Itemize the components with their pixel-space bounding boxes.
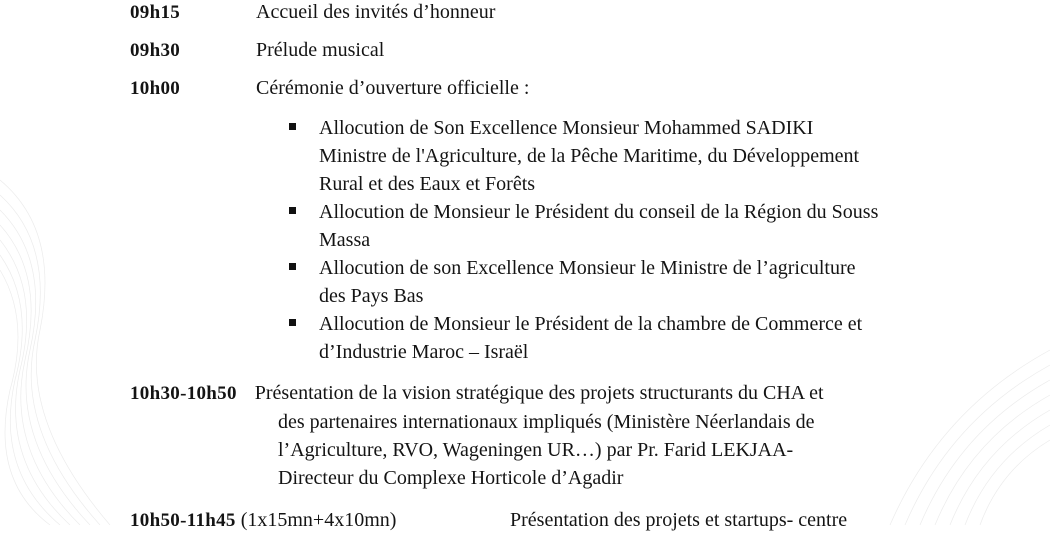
list-item bbox=[286, 310, 878, 366]
item-text-0915: Accueil des invités d’honneur bbox=[256, 1, 496, 23]
list-item bbox=[286, 114, 878, 198]
bullet-line: Ministre de l'Agriculture, de la Pêche Maritime, du Développement bbox=[319, 145, 860, 167]
item-text-1000: Cérémonie d’ouverture officielle : bbox=[256, 77, 530, 99]
last-item-row bbox=[130, 506, 396, 535]
bullet-line: Allocution de Monsieur le Président du conseil de la Région du Souss bbox=[319, 201, 879, 223]
duration-note: (1x15mn+4x10mn) bbox=[240, 509, 397, 531]
presentation-block bbox=[130, 379, 824, 492]
presentation-line: des partenaires internationaux impliqués (Ministère Néerlandais de bbox=[278, 411, 815, 433]
bullet-line: Allocution de son Excellence Monsieur le Ministre de l’agriculture bbox=[319, 257, 856, 279]
list-item bbox=[286, 198, 878, 254]
bullet-line: Rural et des Eaux et Forêts bbox=[319, 173, 536, 195]
item-text-0930: Prélude musical bbox=[256, 39, 385, 61]
list-item bbox=[286, 254, 878, 310]
presentation-line: l’Agriculture, RVO, Wageningen UR…) par Pr. Farid LEKJAA- bbox=[278, 439, 794, 461]
time-1000: 10h00 bbox=[130, 78, 181, 99]
square-bullet-icon bbox=[289, 207, 296, 214]
time-0915: 09h15 bbox=[130, 2, 181, 23]
speech-list bbox=[286, 114, 878, 366]
bullet-line: des Pays Bas bbox=[319, 285, 424, 307]
bullet-line: Allocution de Monsieur le Président de la chambre de Commerce et bbox=[319, 313, 863, 335]
bullet-line: Massa bbox=[319, 229, 371, 251]
presentation-line: Directeur du Complexe Horticole d’Agadir bbox=[278, 467, 624, 489]
presentation-first-line bbox=[130, 379, 824, 408]
square-bullet-icon bbox=[289, 263, 296, 270]
last-item-text: Présentation des projets et startups- centre bbox=[510, 509, 848, 531]
time-1050-1145: 10h50-11h45 bbox=[130, 510, 236, 531]
square-bullet-icon bbox=[289, 123, 296, 130]
time-0930: 09h30 bbox=[130, 40, 181, 61]
presentation-text: Présentation de la vision stratégique des projets structurants du CHA et bbox=[254, 382, 824, 404]
bullet-line: Allocution de Son Excellence Monsieur Mohammed SADIKI bbox=[319, 117, 814, 139]
square-bullet-icon bbox=[289, 319, 296, 326]
bullet-line: d’Industrie Maroc – Israël bbox=[319, 341, 529, 363]
time-1030-1050: 10h30-10h50 bbox=[130, 383, 237, 404]
